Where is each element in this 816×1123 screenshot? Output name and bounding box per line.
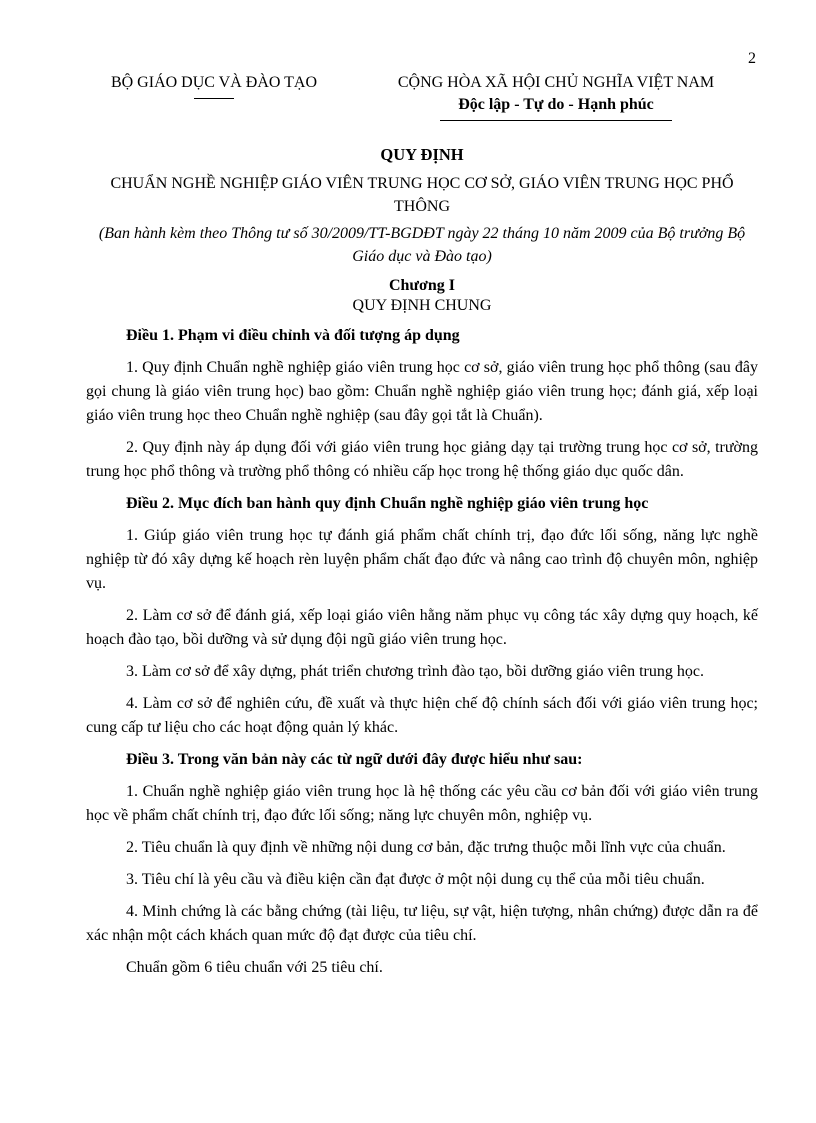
- article-paragraph: 4. Minh chứng là các bằng chứng (tài liệu, tư liệu, sự vật, hiện tượng, nhân chứng) được dẫn ra để xác nhận một cách khách quan mức độ đạt được của tiêu chí.: [86, 903, 758, 944]
- article-paragraph: 3. Làm cơ sở để xây dựng, phát triển chương trình đào tạo, bồi dưỡng giáo viên trung học.: [126, 663, 704, 680]
- article-1: [86, 324, 758, 484]
- article-paragraph: 2. Tiêu chuẩn là quy định về những nội dung cơ bản, đặc trưng thuộc mỗi lĩnh vực của chuẩn.: [126, 839, 726, 856]
- article-paragraph: 1. Chuẩn nghề nghiệp giáo viên trung học là hệ thống các yêu cầu cơ bản đối với giáo viên trung học về phẩm chất chính trị, đạo đức lối sống; năng lực chuyên môn, nghiệp vụ.: [86, 783, 758, 824]
- motto-underline: [440, 120, 672, 121]
- national-header: [368, 72, 744, 121]
- document-title: QUY ĐỊNH: [380, 145, 464, 164]
- article-paragraph: 1. Quy định Chuẩn nghề nghiệp giáo viên trung học cơ sở, giáo viên trung học phổ thông (sau đây gọi chung là giáo viên trung học) bao gồm: Chuẩn nghề nghiệp giáo viên trung học; đánh giá, xếp loại giáo viên trung học theo Chuẩn nghề nghiệp (sau đây gọi tắt là Chuẩn).: [86, 359, 758, 424]
- article-paragraph: 3. Tiêu chí là yêu cầu và điều kiện cần đạt được ở một nội dung cụ thể của mỗi tiêu chuẩn.: [126, 871, 705, 888]
- article-heading: Điều 2. Mục đích ban hành quy định Chuẩn nghề nghiệp giáo viên trung học: [126, 495, 649, 512]
- ministry-header: [94, 72, 334, 99]
- chapter-number: Chương I: [388, 277, 456, 294]
- article-paragraph: 1. Giúp giáo viên trung học tự đánh giá phẩm chất chính trị, đạo đức lối sống, năng lực nghề nghiệp từ đó xây dựng kế hoạch rèn luyện phẩm chất đạo đức và nâng cao trình độ chuyên môn, nghiệp vụ.: [86, 527, 758, 592]
- issued-note: (Ban hành kèm theo Thông tư số 30/2009/TT-BGDĐT ngày 22 tháng 10 năm 2009 của Bộ trưởng Bộ Giáo dục và Đào tạo): [98, 225, 746, 265]
- document-subtitle: CHUẨN NGHỀ NGHIỆP GIÁO VIÊN TRUNG HỌC CƠ SỞ, GIÁO VIÊN TRUNG HỌC PHỔ THÔNG: [110, 175, 734, 215]
- article-paragraph: 2. Quy định này áp dụng đối với giáo viên trung học giảng dạy tại trường trung học cơ sở, trường trung học phổ thông và trường phổ thông có nhiều cấp học trong hệ thống giáo dục quốc dân.: [86, 439, 758, 480]
- ministry-underline: [194, 98, 234, 99]
- article-2: [86, 492, 758, 740]
- document-body: [86, 144, 758, 980]
- article-paragraph: 4. Làm cơ sở để nghiên cứu, đề xuất và thực hiện chế độ chính sách đối với giáo viên trung học; cung cấp tư liệu cho các hoạt động quản lý khác.: [86, 695, 758, 736]
- article-heading: Điều 3. Trong văn bản này các từ ngữ dưới đây được hiểu như sau:: [126, 751, 583, 768]
- article-paragraph: Chuẩn gồm 6 tiêu chuẩn với 25 tiêu chí.: [126, 959, 383, 976]
- page-number: 2: [748, 50, 756, 67]
- national-motto: Độc lập - Tự do - Hạnh phúc: [458, 96, 654, 113]
- ministry-name: BỘ GIÁO DỤC VÀ ĐÀO TẠO: [110, 74, 318, 91]
- article-heading: Điều 1. Phạm vi điều chỉnh và đối tượng áp dụng: [126, 327, 460, 344]
- country-name: CỘNG HÒA XÃ HỘI CHỦ NGHĨA VIỆT NAM: [397, 74, 715, 91]
- article-paragraph: 2. Làm cơ sở để đánh giá, xếp loại giáo viên hằng năm phục vụ công tác xây dựng quy hoạch, kế hoạch đào tạo, bồi dưỡng và sử dụng đội ngũ giáo viên trung học.: [86, 607, 758, 648]
- article-3: [86, 748, 758, 980]
- chapter-name: QUY ĐỊNH CHUNG: [352, 297, 492, 314]
